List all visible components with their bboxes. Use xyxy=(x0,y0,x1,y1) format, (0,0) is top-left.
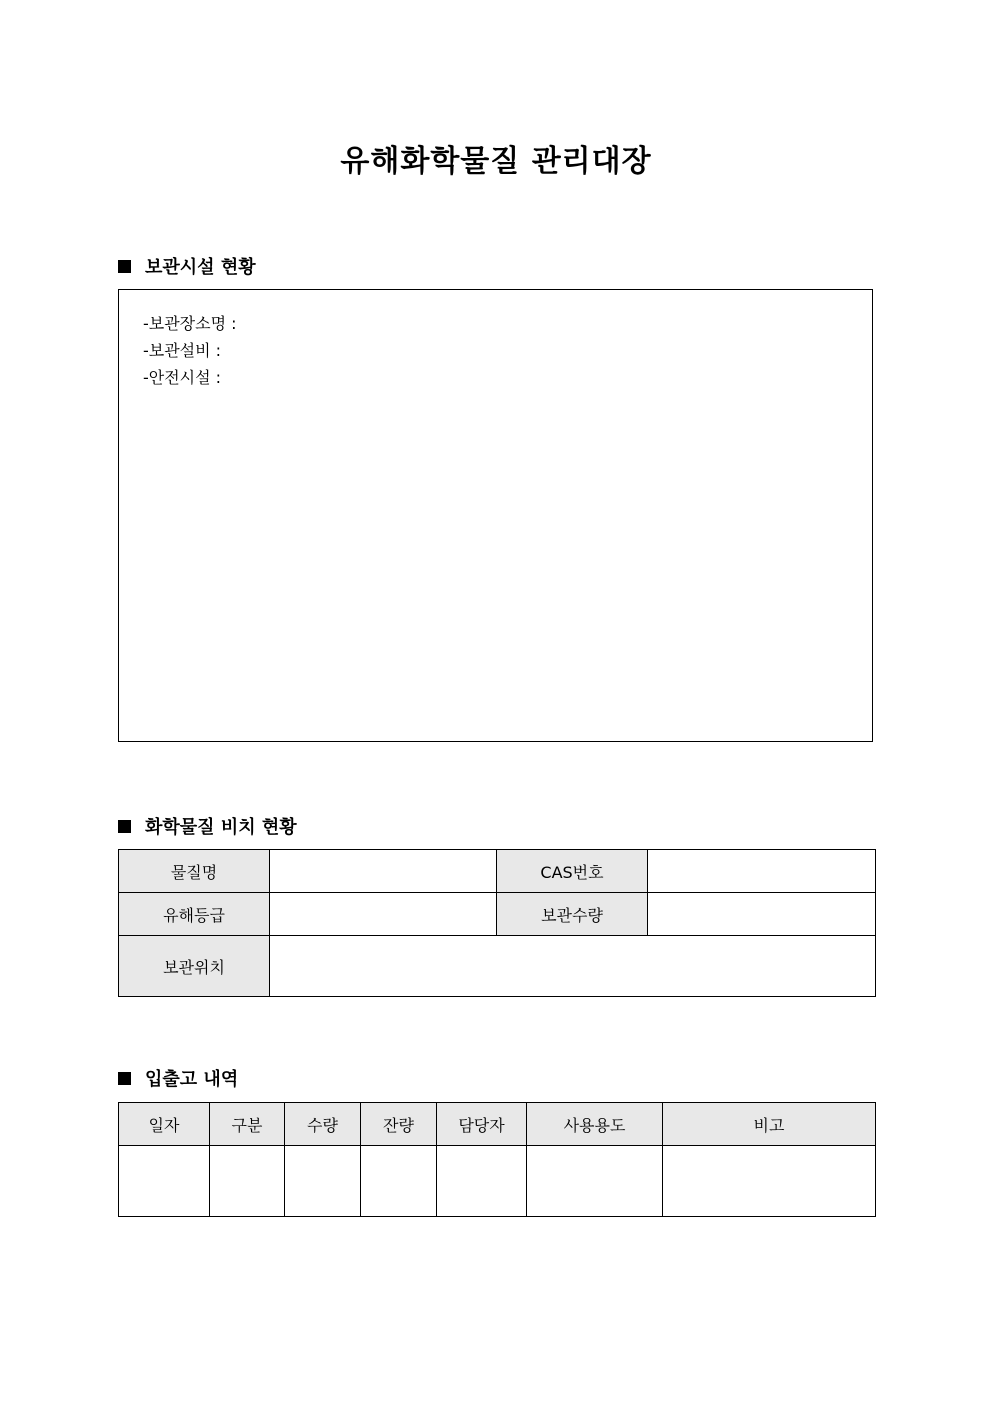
section-heading-label: 입출고 내역 xyxy=(145,1069,239,1090)
facility-line-safety: -안전시설 : xyxy=(143,368,222,387)
label-hazard-grade: 유해등급 xyxy=(119,893,270,936)
square-bullet-icon xyxy=(118,1072,131,1085)
facility-box[interactable] xyxy=(118,289,873,742)
section-heading-inout xyxy=(118,1065,238,1091)
cell-remaining[interactable] xyxy=(361,1146,437,1217)
inout-table xyxy=(118,1102,876,1217)
label-storage-location: 보관위치 xyxy=(119,936,270,997)
table-header-row xyxy=(119,1103,876,1146)
column-header-remaining: 잔량 xyxy=(361,1103,437,1146)
label-substance-name: 물질명 xyxy=(119,850,270,893)
column-header-date: 일자 xyxy=(119,1103,210,1146)
page-title: 유해화학물질 관리대장 xyxy=(340,144,652,179)
section-heading-label: 화학물질 비치 현황 xyxy=(145,817,297,838)
column-header-manager: 담당자 xyxy=(437,1103,527,1146)
value-cas-number[interactable] xyxy=(648,850,876,893)
section-heading-label: 보관시설 현황 xyxy=(145,257,256,278)
section-heading-facility xyxy=(118,253,256,279)
column-header-remarks: 비고 xyxy=(663,1103,876,1146)
table-row xyxy=(119,850,876,893)
table-row xyxy=(119,893,876,936)
table-row xyxy=(119,936,876,997)
table-row xyxy=(119,1146,876,1217)
cell-remarks[interactable] xyxy=(663,1146,876,1217)
column-header-quantity: 수량 xyxy=(285,1103,361,1146)
column-header-usage: 사용용도 xyxy=(527,1103,663,1146)
value-storage-quantity[interactable] xyxy=(648,893,876,936)
label-storage-quantity: 보관수량 xyxy=(497,893,648,936)
cell-manager[interactable] xyxy=(437,1146,527,1217)
label-cas-number: CAS번호 xyxy=(497,850,648,893)
chemical-info-table xyxy=(118,849,876,997)
facility-line-equipment: -보관설비 : xyxy=(143,341,222,360)
cell-type[interactable] xyxy=(210,1146,285,1217)
value-hazard-grade[interactable] xyxy=(270,893,497,936)
value-storage-location[interactable] xyxy=(270,936,876,997)
square-bullet-icon xyxy=(118,820,131,833)
value-substance-name[interactable] xyxy=(270,850,497,893)
column-header-type: 구분 xyxy=(210,1103,285,1146)
square-bullet-icon xyxy=(118,260,131,273)
cell-usage[interactable] xyxy=(527,1146,663,1217)
cell-quantity[interactable] xyxy=(285,1146,361,1217)
cell-date[interactable] xyxy=(119,1146,210,1217)
section-heading-chemical xyxy=(118,813,297,839)
facility-line-location: -보관장소명 : xyxy=(143,314,237,333)
